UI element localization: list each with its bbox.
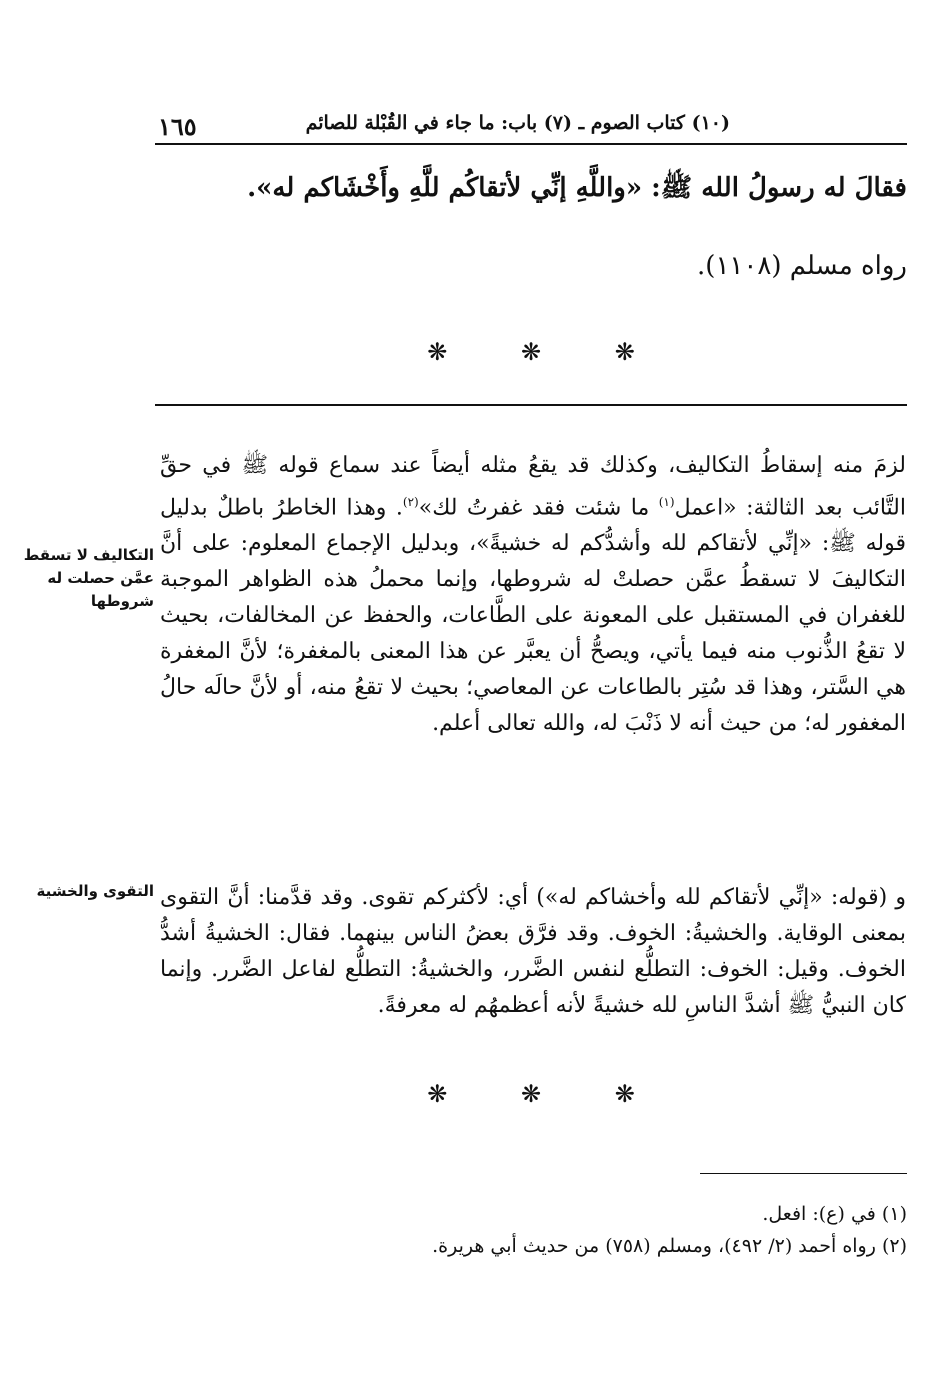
footnote-2: (٢) رواه أحمد (٢/ ٤٩٢)، ومسلم (٧٥٨) من حديث أبي هريرة. [432,1235,907,1257]
commentary-line: الخشيةُ أشدُّ الخوف. وقيل: الخوف: التطلُّع لنفس الضَّرر، والخشيةُ: التطلُّع [160,921,906,982]
commentary-line: بالمغفرة؛ لأنَّ المغفرة هي السَّتر، وهذا قد سُتِر بالطاعات عن المعاصي؛ بحيث [160,639,906,701]
commentary-line: أعلم. [432,711,481,737]
commentary-line: المخالفات، بحيث لا تقعُ الذُّنوب منه فيما يأتي، ويصحُّ أن يعبَّر عن هذا المعنى [160,603,907,665]
star-icon: ❋ [520,338,542,366]
commentary-line: لزمَ منه إسقاطُ التكاليف، وكذلك قد يقعُ مثله أيضاً عند سماع قوله ﷺ في حقِّ [160,453,906,478]
narration-reference: رواه مسلم (١١٠٨). [697,251,907,281]
page-number: ١٦٥ [158,112,197,141]
commentary-line: لا تقعُ منه، أو لأنَّ حالَه حالُ المغفور له؛ من حيث أنه لا ذَنْبَ له، والله تعالى [160,675,906,737]
star-icon: ❋ [520,1080,542,1108]
footnote-ref-1[interactable]: (١) [658,495,675,509]
commentary-paragraph-1 [160,448,906,742]
commentary-line: و (قوله: «إنِّي لأتقاكم لله وأخشاكم له») أي: لأكثركم تقوى. وقد قدَّمنا: [257,885,906,910]
footnote-1: (١) في (ع): افعل. [762,1203,907,1225]
commentary-paragraph-2 [160,880,906,1024]
star-icon: ❋ [614,338,635,366]
footnotes [155,1198,907,1262]
commentary-line: على أنَّ التكاليفَ لا تسقطُ عمَّن حصلتْ له شروطها، وإنما محملُ هذه الظواهر [160,531,906,593]
commentary-line: بدليل قوله ﷺ: «إنِّي لأتقاكم لله وأشدُّكم له خشيةً»، وبدليل الإجماع المعلوم: [160,495,906,557]
running-header: (١٠) كتاب الصوم ـ (٧) باب: ما جاء في القُبْلة للصائم [305,112,730,134]
margin-note-line: شروطها [90,592,154,610]
commentary-line: . وهذا الخاطرُ باطلٌ [217,495,403,521]
section-divider [155,404,907,406]
commentary-line: الموجبة للغفران في المستقبل على المعونة على الطَّاعات، والحفظ عن [160,567,906,629]
margin-note-line: عمَّن حصلت له [47,569,154,587]
commentary-line: التَّائب بعد الثالثة: «اعمل [674,495,906,521]
footnote-divider [700,1173,907,1174]
star-icon: ❋ [427,1080,448,1108]
section-stars-top [155,338,907,366]
section-stars-bottom [155,1080,907,1108]
margin-note-line: التكاليف لا تسقط [23,546,154,564]
star-icon: ❋ [427,338,448,366]
commentary-line: لفاعل الضَّرر. وإنما كان النبيُّ ﷺ أشدَّ الناسِ لله خشيةً لأنه أعظمهُم له معرفةً. [160,957,906,1018]
margin-note-taqwa: التقوى والخشية [36,882,154,900]
star-icon: ❋ [614,1080,635,1108]
hadith-text: فقالَ له رسولُ الله ﷺ: «واللَّهِ إنِّي لأتقاكُم للَّهِ وأَخْشَاكم له». [247,173,907,203]
margin-note-obligations [14,544,154,613]
footnote-ref-2[interactable]: (٢) [402,495,419,509]
commentary-line: ما شئت فقد غفرتُ لك» [418,495,659,521]
header-divider [155,143,907,145]
commentary-line: أنَّ التقوى بمعنى الوقاية. والخشيةُ: الخوف. وقد فرَّق بعضُ الناس بينهما. فقال: [160,885,907,946]
